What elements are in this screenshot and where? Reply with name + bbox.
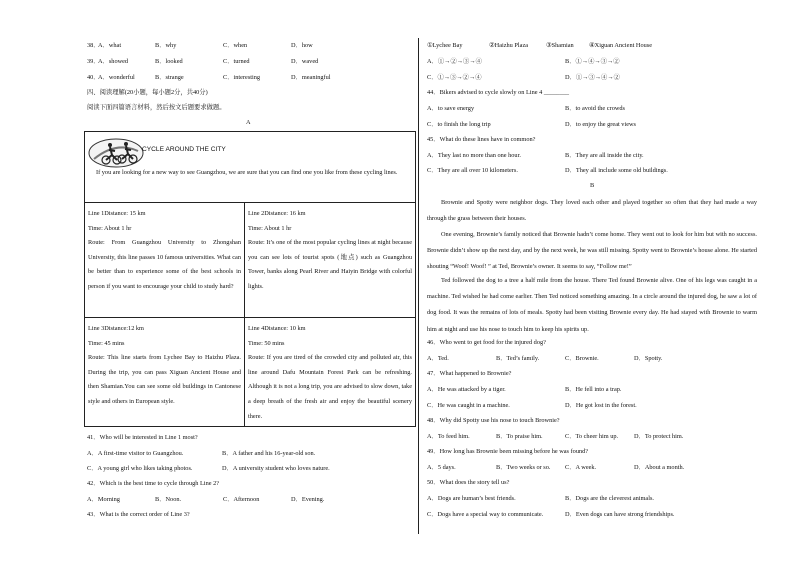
q46-option-d: D．Spotty. (634, 355, 663, 362)
q50-stem: 50．What does the story tell us? (427, 479, 510, 486)
q38-option-b: B．why (155, 42, 177, 49)
q49-stem: 49．How long has Brownie been missing before he was found? (427, 448, 589, 455)
q47-option-c: C．He was caught in a machine. (427, 402, 510, 409)
line4-heading: Line 4Distance: 10 km (248, 325, 306, 332)
line2-cell (244, 202, 416, 318)
q40-number: 40． (87, 74, 100, 81)
place-xiguan-house: ④Xiguan Ancient House (589, 42, 653, 49)
q45-option-a: A．They last no more than one hour. (427, 152, 521, 159)
q38-number: 38． (87, 42, 100, 49)
line3-cell (84, 317, 245, 427)
q45-option-d: D．They all include some old buildings. (565, 167, 668, 174)
q45-option-c: C．They are all over 10 kilometers. (427, 167, 518, 174)
line4-cell (244, 317, 416, 427)
q42-option-b: B．Noon. (155, 496, 182, 503)
q48-stem: 48．Why did Spotty use his nose to touch Brownie? (427, 417, 560, 424)
line2-route: Route: It’s one of the most popular cycling lines at night because you can see lots of tourist spots (地点) such as Guangzhou Tower, banks along Pearl River and Haiyin Bridge with colorful lights. (248, 239, 412, 290)
q41-stem: 41．Who will be interested in Line 1 most? (87, 434, 198, 441)
q39-option-a: A．showed (98, 58, 129, 65)
place-shamian: ③Shamian (546, 42, 574, 49)
q49-option-a: A．5 days. (427, 464, 456, 471)
line3-time: Time: 45 mins (88, 339, 125, 347)
q45-option-b: B．They are all inside the city. (565, 152, 644, 159)
passage-b-paragraph-2: One evening, Brownie’s family noticed that Brownie hadn’t come home. They went out to look for him but with no success. Brownie didn’t show up the next day, and by the next week, he was still missing. Spotty went to Brownie’s house alone. He started shouting “Woof! Woof! ” at Ted, Brownie’s owner. It seems to say, “Follow me!” (427, 231, 757, 271)
ad-title: CYCLE AROUND THE CITY (142, 146, 226, 153)
section-title: 四、阅读理解(20小题，每小题2分，共40分) (87, 89, 208, 96)
q50-option-c: C．Dogs have a special way to communicate. (427, 511, 544, 518)
q39-option-d: D．waved (291, 58, 319, 65)
q42-option-a: A．Morning (87, 496, 120, 503)
q46-option-b: B．Ted’s family. (496, 355, 540, 362)
q38-option-d: D．how (291, 42, 313, 49)
q41-option-a: A．A first-time visitor to Guangzhou. (87, 450, 184, 457)
passage-b-paragraph-1: Brownie and Spotty were neighbor dogs. They loved each other and played together so often that they had made a way through the grass between their houses. (427, 199, 757, 223)
q50-option-a: A．Dogs are human’s best friends. (427, 495, 516, 502)
q40-option-b: B．strange (155, 74, 184, 81)
passage-b-paragraph-3: Ted followed the dog to a tree a half mile from the house. There Ted found Brownie alive. One of his legs was caught in a machine. Ted wished he had come earlier. Then Ted noticed something amazing. In a circle around the injured dog, he saw a lot of dog food. It was the remains of lots of meals. Spotty had been visiting Brownie every day. He had stayed with Brownie to warm him at night and use his nose to touch him to keep his spirits up. (427, 277, 757, 333)
q50-option-b: B．Dogs are the cleverest animals. (565, 495, 655, 502)
line2-time: Time: About 1 hr (248, 224, 292, 232)
line1-time: Time: About 1 hr (88, 224, 132, 232)
column-divider (418, 38, 419, 534)
ad-intro: If you are looking for a new way to see Guangzhou, we are sure that you can find one you like from these cycling lines. (96, 169, 398, 176)
q48-option-a: A．To feed him. (427, 433, 470, 440)
q49-option-c: C．A week. (565, 464, 597, 471)
q38-option-a: A．what (98, 42, 122, 49)
q39-option-c: C．turned (223, 58, 250, 65)
q50-option-d: D．Even dogs can have strong friendships. (565, 511, 675, 518)
q43-option-b: B．①→④→③→② (565, 58, 620, 65)
q47-option-d: D．He got lost in the forest. (565, 402, 637, 409)
q46-stem: 46．Who went to get food for the injured dog? (427, 339, 546, 346)
q48-option-b: B．To praise him. (496, 433, 543, 440)
place-haizhu-plaza: ②Haizhu Plaza (489, 42, 529, 49)
q38-option-c: C．when (223, 42, 248, 49)
q44-option-b: B．to avoid the crowds (565, 105, 625, 112)
line3-route: Route: This line starts from Lychee Bay to Haizhu Plaza. During the trip, you can pass Xiguan Ancient House and then Shamian.You can see some old buildings in Cantonese style and others in European style. (88, 354, 241, 405)
q40-option-d: D．meaningful (291, 74, 331, 81)
passage-b-label: B (590, 182, 595, 189)
line4-route: Route: If you are tired of the crowded city and polluted air, this line around Dafu Mountain Forest Park can be refreshing. Although it is not a long trip, you are advised to slow down, take a deep breath of the fresh air and enjoy the beautiful scenery there. (248, 354, 412, 420)
q48-option-c: C．To cheer him up. (565, 433, 619, 440)
q42-stem: 42．Which is the best time to cycle through Line 2? (87, 480, 220, 487)
q39-number: 39． (87, 58, 100, 65)
q41-option-d: D．A university student who loves nature. (222, 465, 330, 472)
q49-option-b: B．Two weeks or so. (496, 464, 551, 471)
q44-option-a: A．to save energy (427, 105, 475, 112)
q46-option-a: A．Ted. (427, 355, 449, 362)
q40-option-c: C．interesting (223, 74, 261, 81)
line1-heading: Line 1Distance: 15 km (88, 210, 146, 217)
q41-option-c: C．A young girl who likes taking photos. (87, 465, 193, 472)
line1-cell (84, 202, 245, 318)
q47-option-a: A．He was attacked by a tiger. (427, 386, 506, 393)
q45-stem: 45．What do these lines have in common? (427, 136, 536, 143)
q40-option-a: A．wonderful (98, 74, 135, 81)
q44-stem: 44．Bikers advised to cycle slowly on Line 4 ________ (427, 89, 570, 96)
q46-option-c: C．Brownie. (565, 355, 599, 362)
q43-option-d: D．①→③→④→② (565, 74, 620, 81)
q43-option-a: A．①→②→③→④ (427, 58, 482, 65)
q42-option-c: C．Afternoon (223, 496, 260, 503)
passage-a-label: A (246, 119, 251, 126)
line4-time: Time: 50 mins (248, 339, 285, 347)
q44-option-d: D．to enjoy the great views (565, 121, 636, 128)
q39-option-b: B．looked (155, 58, 183, 65)
q48-option-d: D．To protect him. (634, 433, 684, 440)
q43-stem: 43．What is the correct order of Line 3? (87, 511, 190, 518)
section-instructions: 阅读下面四篇语言材料，然后按文后题要求做题。 (87, 104, 226, 111)
q47-stem: 47．What happened to Brownie? (427, 370, 512, 377)
q44-option-c: C．to finish the long trip (427, 121, 491, 128)
line3-heading: Line 3Distance:12 km (88, 325, 144, 332)
place-lychee-bay: ①Lychee Bay (427, 42, 463, 49)
q42-option-d: D．Evening. (291, 496, 325, 503)
line1-route: Route: From Guangzhou University to Zhongshan University, this line passes 10 famous universities. What can be better than to experience some of the best schools in person if you want to encourage your child to study hard? (88, 239, 241, 290)
q49-option-d: D．About a month. (634, 464, 685, 471)
q41-option-b: B．A father and his 16-year-old son. (222, 450, 316, 457)
q43-option-c: C．①→③→②→④ (427, 74, 482, 81)
q47-option-b: B．He fell into a trap. (565, 386, 622, 393)
line2-heading: Line 2Distance: 16 km (248, 210, 306, 217)
